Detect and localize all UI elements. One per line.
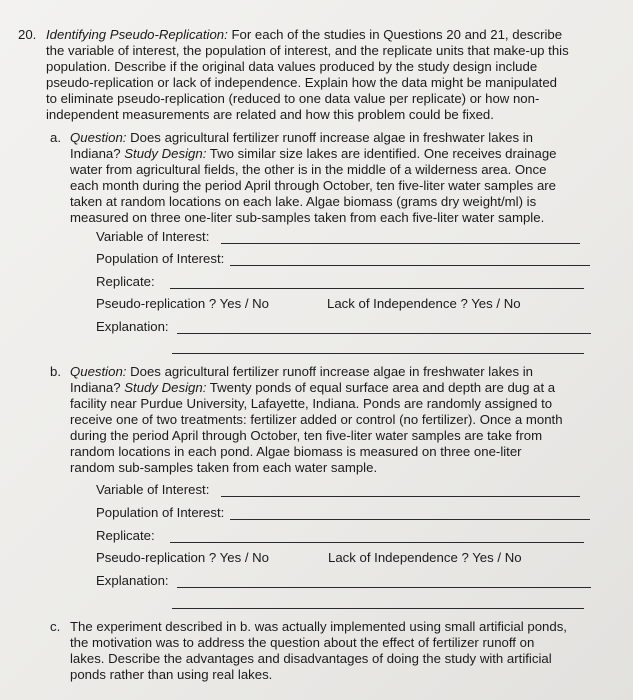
part-a-population-label: Population of Interest: (96, 251, 225, 266)
part-a-text-line-6: measured on three one-liter sub-samples taken from each five-liter water sample. (70, 210, 545, 225)
part-b-text-line-6: random locations in each pond. Algae biomass is measured on three one-liter (70, 444, 522, 459)
part-c-marker: c. (50, 619, 61, 634)
part-a-explanation-label: Explanation: (96, 319, 169, 334)
part-a-variable-label: Variable of Interest: (96, 229, 210, 244)
part-b-design-line: Indiana? Study Design: Twenty ponds of equal surface area and depth are dug at a (70, 380, 556, 395)
part-b-population-answer-line[interactable] (230, 519, 590, 520)
part-b-replicate-label: Replicate: (96, 528, 155, 543)
part-b-marker: b. (50, 364, 61, 379)
part-b-text-line-5: during the period April through October, ten five-liter water samples are take from (70, 428, 543, 443)
question-intro-line-1 (46, 27, 562, 43)
part-b-text-line-7: random sub-samples taken from each water sample. (70, 460, 378, 475)
question-title: Identifying Pseudo-Replication: (46, 27, 228, 42)
question-intro-text: For each of the studies in Questions 20 and 21, describe (227, 27, 563, 42)
part-a-pseudo-replication-label: Pseudo-replication ? Yes / No (96, 296, 270, 311)
part-b-variable-label: Variable of Interest: (96, 482, 210, 497)
part-a-population-answer-line[interactable] (230, 265, 590, 266)
part-b-question-line: Question: Does agricultural fertilizer runoff increase algae in freshwater lakes in (70, 364, 534, 379)
part-a-marker: a. (50, 130, 61, 145)
part-a-independence-label: Lack of Independence ? Yes / No (327, 296, 521, 311)
part-b-explanation-label: Explanation: (96, 573, 169, 588)
part-b-design-label: Study Design: (124, 380, 207, 395)
question-number: 20. (18, 27, 37, 42)
part-a-replicate-answer-line[interactable] (170, 288, 584, 289)
part-b-variable-answer-line[interactable] (221, 496, 580, 497)
part-b-explanation-line-2[interactable] (172, 608, 584, 609)
part-c-text-line-2: the motivation was to address the question about the effect of fertilizer runoff on (70, 635, 535, 650)
question-intro-line-3: population. Describe if the original data values produced by the study design include (46, 59, 538, 74)
part-a-text-line-5: taken at random locations on each lake. Algae biomass (grams dry weight/ml) is (70, 194, 537, 209)
part-a-replicate-label: Replicate: (96, 274, 155, 289)
part-b-population-label: Population of Interest: (96, 505, 225, 520)
part-a-text-line-4: each month during the period April through October, ten five-liter water samples are (70, 178, 556, 193)
part-a-explanation-line-1[interactable] (177, 333, 591, 334)
question-intro-line-4: pseudo-replication or lack of independence. Explain how the data might be manipulated (46, 75, 557, 90)
part-a-variable-answer-line[interactable] (221, 243, 580, 244)
question-intro-line-6: independent measurements are related and how this problem could be fixed. (46, 107, 494, 122)
part-a-text-line-3: water from agricultural fields, the other is in the middle of a wilderness area. Once (70, 162, 547, 177)
part-a-question-line: Question: Does agricultural fertilizer runoff increase algae in freshwater lakes in (70, 130, 534, 145)
part-b-question-label: Question: (70, 364, 127, 379)
part-c-text-line-3: lakes. Describe the advantages and disadvantages of doing the study with artificial (70, 651, 552, 666)
part-c-text-line-1: The experiment described in b. was actually implemented using small artificial ponds, (70, 619, 567, 634)
part-a-design-line: Indiana? Study Design: Two similar size lakes are identified. One receives drainage (70, 146, 557, 161)
part-c-text-line-4: ponds rather than using real lakes. (70, 667, 273, 682)
part-a-design-label: Study Design: (124, 146, 207, 161)
question-intro-line-5: to eliminate pseudo-replication (reduced to one data value per replicate) or how non- (46, 91, 540, 106)
part-a-explanation-line-2[interactable] (172, 353, 584, 354)
question-intro-line-2: the variable of interest, the population of interest, and the replicate units that make-up this (46, 43, 569, 58)
part-b-text-line-3: facility near Purdue University, Lafayette, Indiana. Ponds are randomly assigned to (70, 396, 553, 411)
part-a-question-label: Question: (70, 130, 127, 145)
part-b-replicate-answer-line[interactable] (170, 542, 584, 543)
part-b-text-line-4: receive one of two treatments: fertilizer added or control (no fertilizer). Once a month (70, 412, 563, 427)
part-b-independence-label: Lack of Independence ? Yes / No (328, 550, 522, 565)
part-b-explanation-line-1[interactable] (177, 587, 591, 588)
part-b-pseudo-replication-label: Pseudo-replication ? Yes / No (96, 550, 270, 565)
